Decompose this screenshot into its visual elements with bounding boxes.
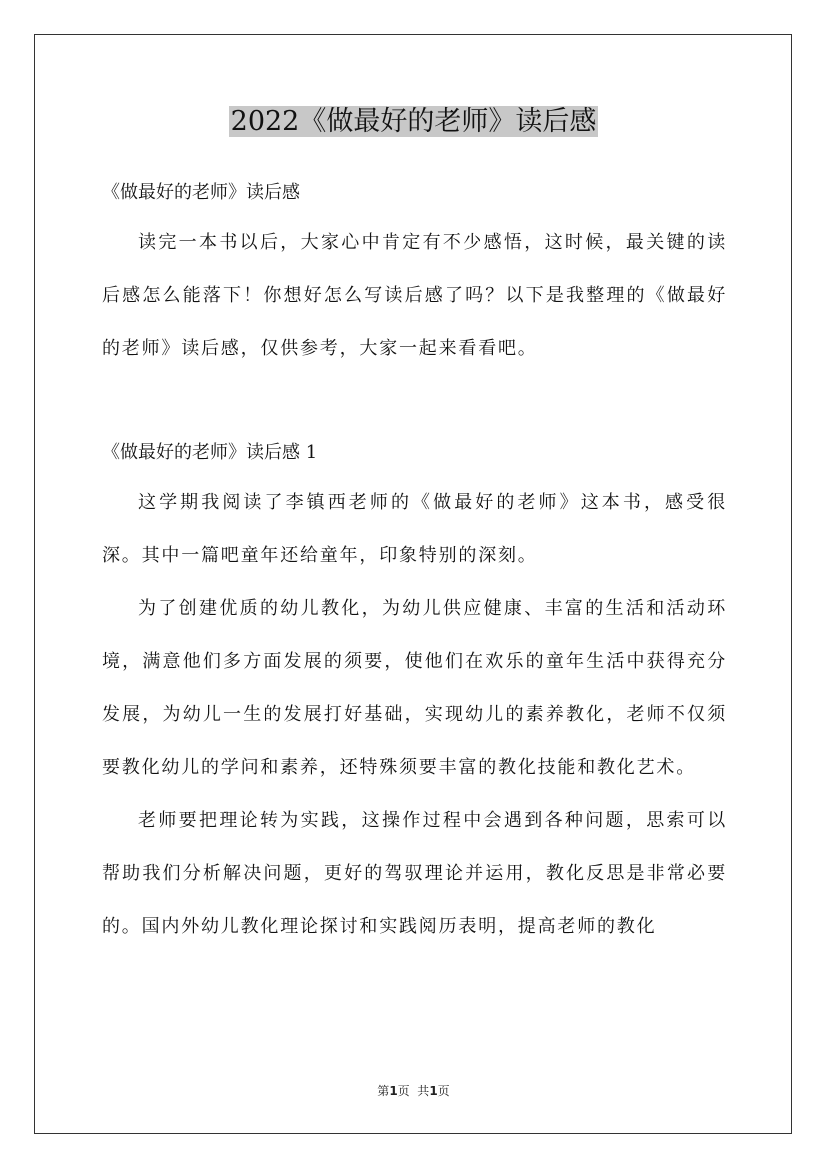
footer-page-current: 1 xyxy=(389,1084,398,1098)
section1-paragraph-2: 为了创建优质的幼儿教化，为幼儿供应健康、丰富的生活和活动环境，满意他们多方面发展的须要，使他们在欢乐的童年生活中获得充分发展，为幼儿一生的发展打好基础，实现幼儿的素养教化，老师不仅须要教化幼儿的学问和素养，还特殊须要丰富的教化技能和教化艺术。 xyxy=(102,598,727,778)
footer-suffix: 页 xyxy=(437,1084,450,1098)
section1-heading: 《做最好的老师》读后感 1 xyxy=(102,442,318,463)
document-title-text: 2022《做最好的老师》读后感 xyxy=(230,106,597,137)
section-spacer xyxy=(102,375,727,430)
section1-paragraph-1: 这学期我阅读了李镇西老师的《做最好的老师》这本书，感受很深。其中一篇吧童年还给童年，印象特别的深刻。 xyxy=(102,492,727,566)
intro-paragraph: 读完一本书以后，大家心中肯定有不少感悟，这时候，最关键的读后感怎么能落下！你想好怎么写读后感了吗？以下是我整理的《做最好的老师》读后感，仅供参考，大家一起来看看吧。 xyxy=(102,232,727,359)
document-title xyxy=(0,102,827,142)
document-body xyxy=(102,170,727,953)
footer-middle: 页 共 xyxy=(397,1084,430,1098)
footer-prefix: 第 xyxy=(377,1084,390,1098)
footer-page-total: 1 xyxy=(429,1084,438,1098)
section1-paragraph-3: 老师要把理论转为实践，这操作过程中会遇到各种问题，思索可以帮助我们分析解决问题，更好的驾驭理论并运用，教化反思是非常必要的。国内外幼儿教化理论探讨和实践阅历表明，提高老师的教化 xyxy=(102,810,727,937)
intro-heading: 《做最好的老师》读后感 xyxy=(102,182,300,203)
page-footer xyxy=(0,1082,827,1099)
